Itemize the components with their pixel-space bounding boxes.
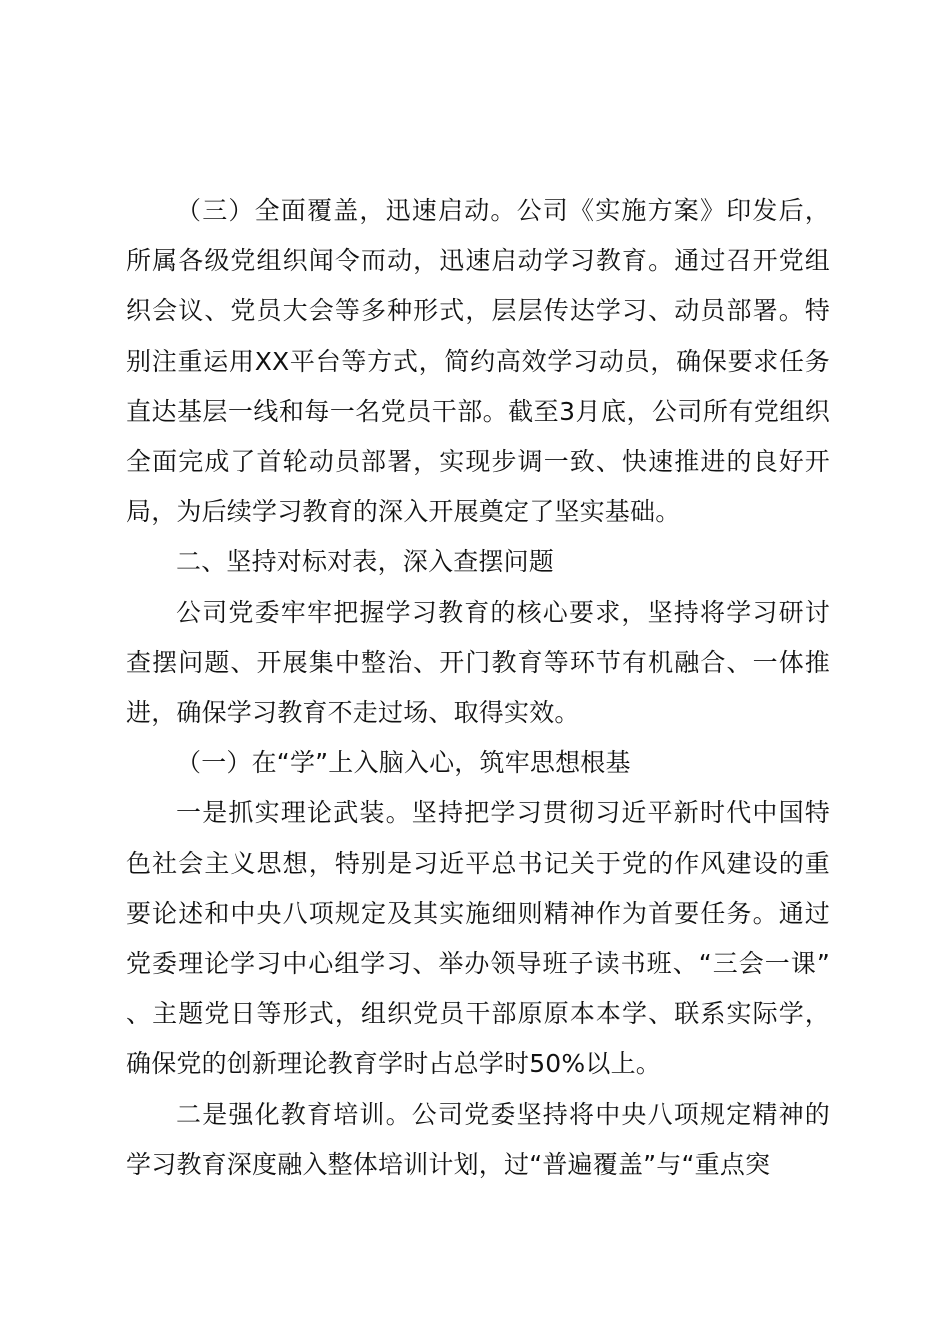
paragraph-core-requirements: 公司党委牢牢把握学习教育的核心要求，坚持将学习研讨查摆问题、开展集中整治、开门教育等环节有机融合、一体推进，确保学习教育不走过场、取得实效。: [126, 597, 830, 728]
subsection-heading-one: （一）在“学”上入脑入心，筑牢思想根基: [176, 748, 631, 778]
document-body: [126, 186, 830, 1190]
paragraph-theory-study: 一是抓实理论武装。坚持把学习贯彻习近平新时代中国特色社会主义思想，特别是习近平总书记关于党的作风建设的重要论述和中央八项规定及其实施细则精神作为首要任务。通过党委理论学习中心组学习、举办领导班子读书班、“三会一课”、主题党日等形式，组织党员干部原原本本学、联系实际学，确保党的创新理论教育学时占总学时50%以上。: [126, 798, 830, 1079]
paragraph-training: 二是强化教育培训。公司党委坚持将中央八项规定精神的学习教育深度融入整体培训计划，过“普遍覆盖”与“重点突: [126, 1099, 830, 1179]
section-heading-two: 二、坚持对标对表，深入查摆问题: [176, 547, 555, 577]
paragraph-full-coverage: （三）全面覆盖，迅速启动。公司《实施方案》印发后，所属各级党组织闻令而动，迅速启动学习教育。通过召开党组织会议、党员大会等多种形式，层层传达学习、动员部署。特别注重运用XX平台等方式，简约高效学习动员，确保要求任务直达基层一线和每一名党员干部。截至3月底，公司所有党组织全面完成了首轮动员部署，实现步调一致、快速推进的良好开局，为后续学习教育的深入开展奠定了坚实基础。: [126, 196, 830, 527]
